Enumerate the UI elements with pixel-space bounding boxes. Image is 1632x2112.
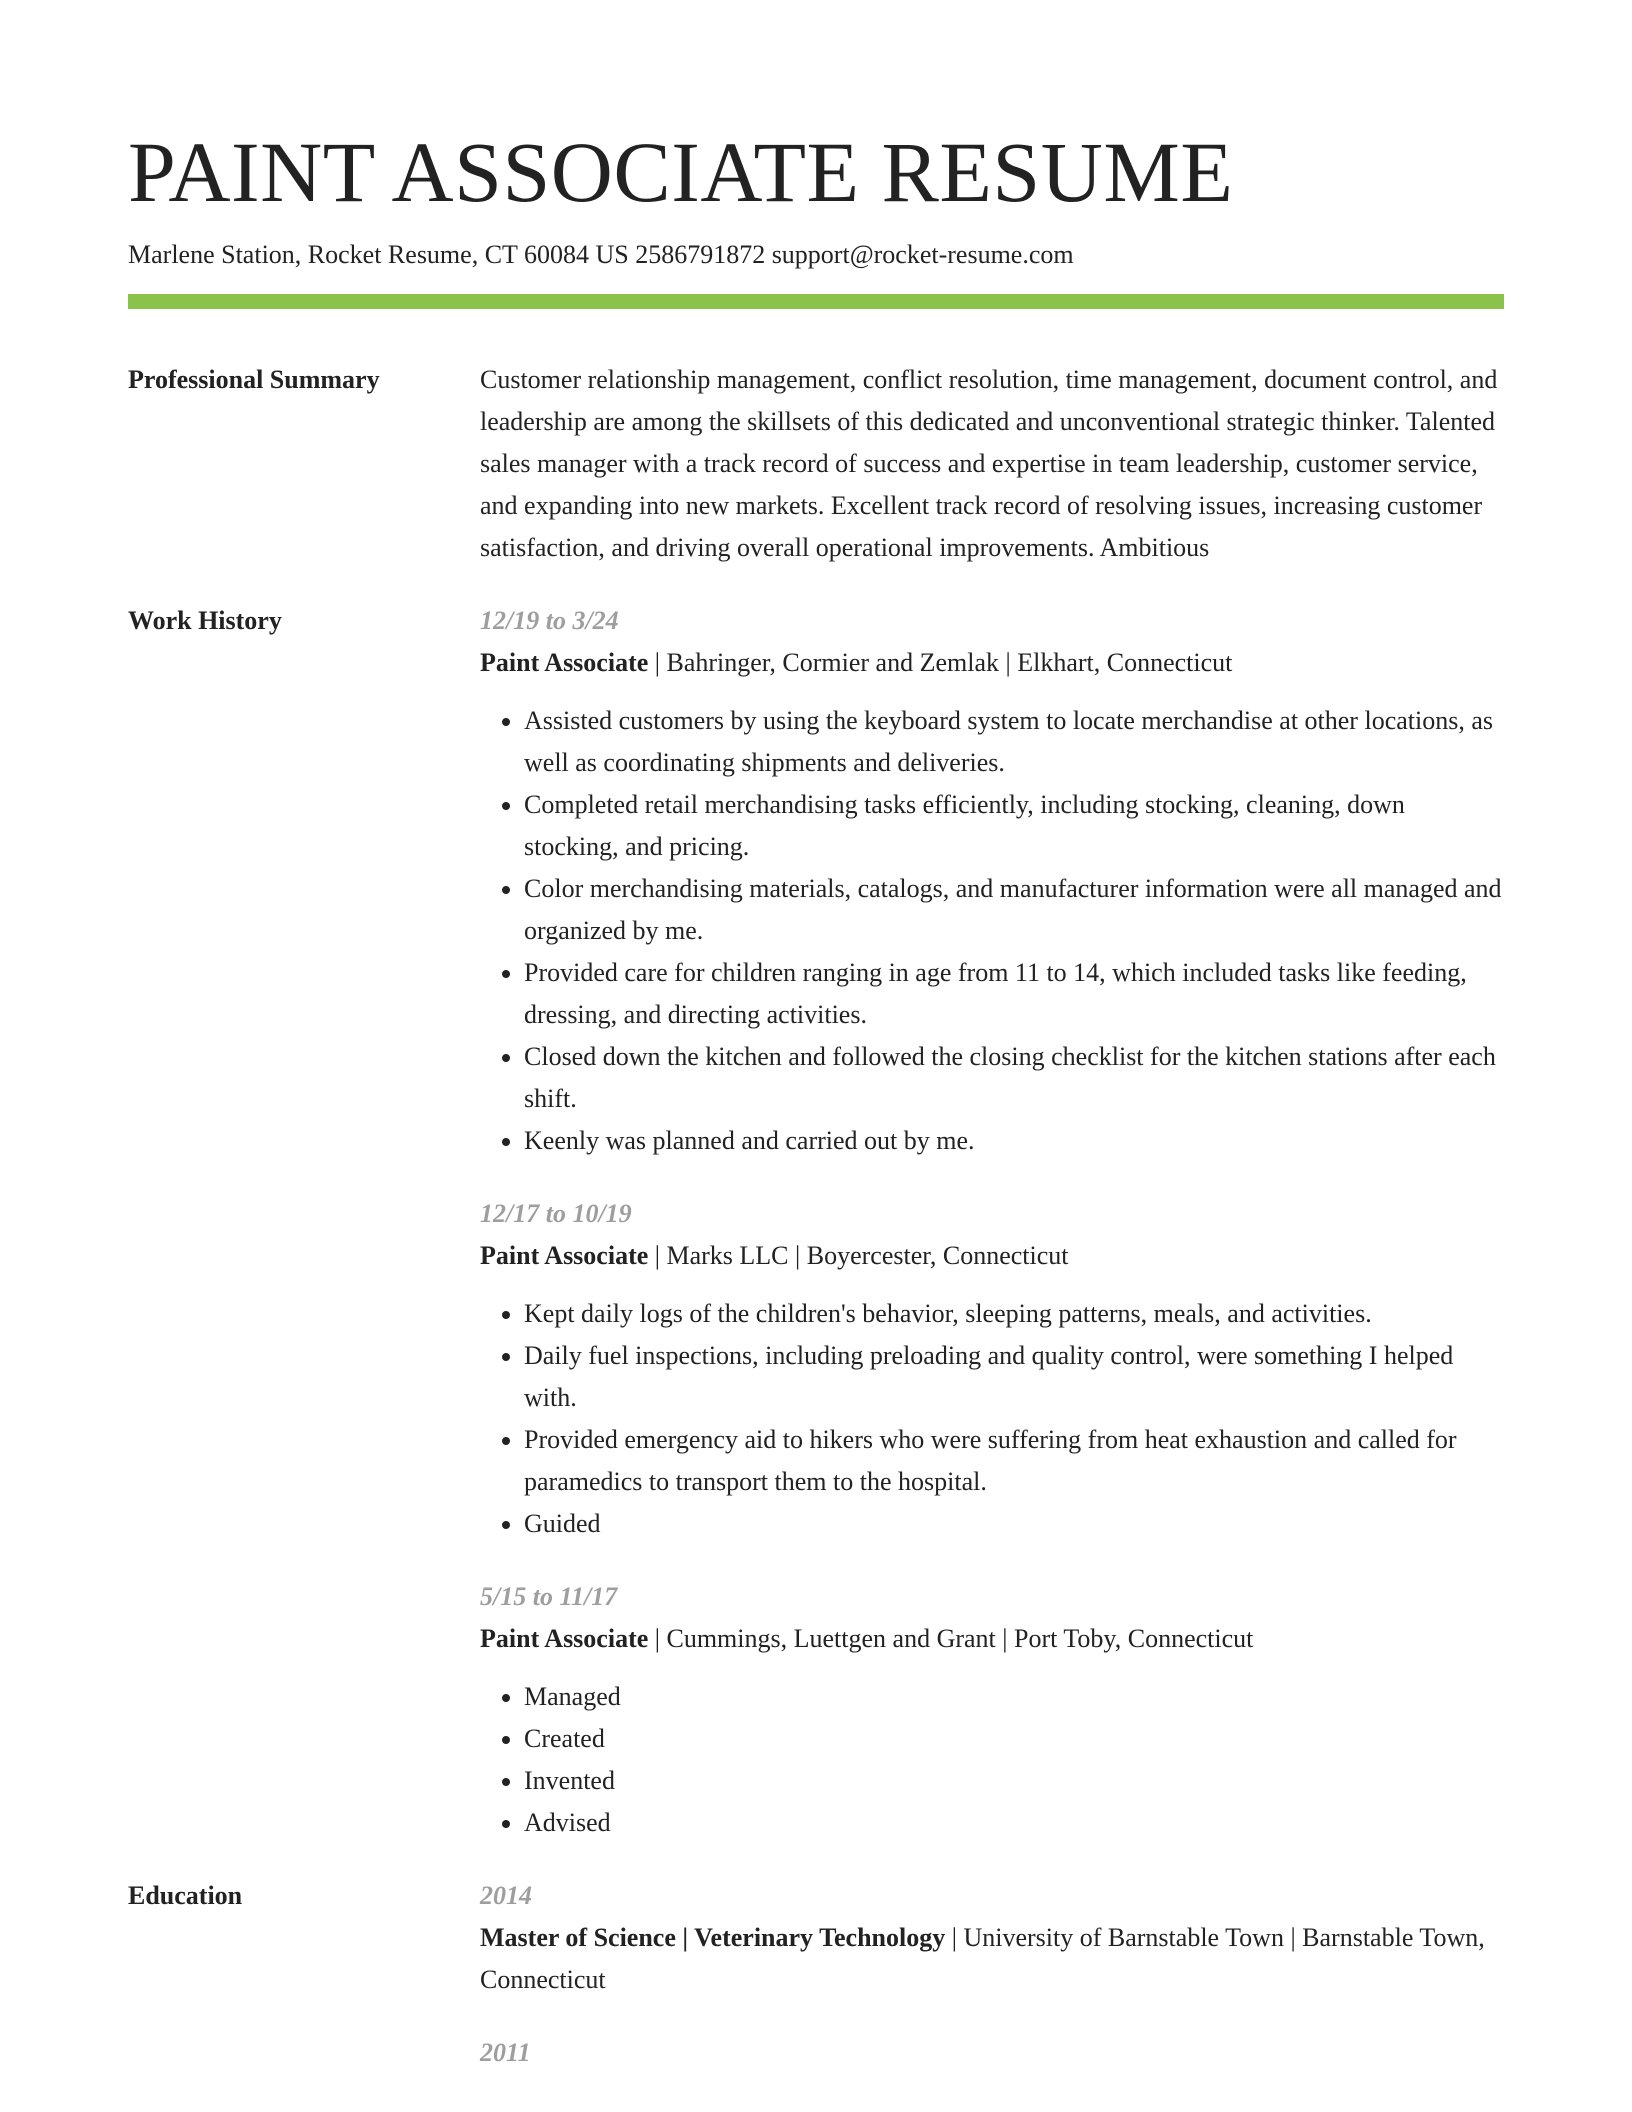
duty-item: • Color merchandising materials, catalogs, and manufacturer information were all managed and organized by me. (524, 868, 1504, 952)
header-divider (128, 294, 1504, 309)
work-history-section (128, 600, 1504, 1844)
separator: | (995, 1624, 1014, 1653)
duty-item: • Invented (524, 1760, 1504, 1802)
separator: | (945, 1923, 964, 1952)
duty-item: • Kept daily logs of the children's behavior, sleeping patterns, meals, and activities. (524, 1293, 1504, 1335)
company-name: Cummings, Luettgen and Grant (666, 1624, 996, 1653)
school-location: Barnstable Town, Connecticut (480, 1923, 1485, 1994)
work-dates: 12/19 to 3/24 (480, 606, 619, 635)
school-name: University of Barnstable Town (963, 1923, 1284, 1952)
summary-section (128, 359, 1504, 569)
duty-item: • Completed retail merchandising tasks efficiently, including stocking, cleaning, down stocking, and pricing. (524, 784, 1504, 868)
company-name: Marks LLC (666, 1241, 789, 1270)
education-year: 2011 (480, 2038, 531, 2067)
work-heading (480, 642, 1504, 684)
company-name: Bahringer, Cormier and Zemlak (666, 648, 999, 677)
duty-item: • Keenly was planned and carried out by me. (524, 1120, 1504, 1162)
work-dates: 5/15 to 11/17 (480, 1582, 618, 1611)
duty-item: • Closed down the kitchen and followed the closing checklist for the kitchen stations after each shift. (524, 1036, 1504, 1120)
duty-item: • Provided care for children ranging in age from 11 to 14, which included tasks like feeding, dressing, and directing activities. (524, 952, 1504, 1036)
duty-item: • Advised (524, 1802, 1504, 1844)
work-history-list (480, 600, 1504, 1844)
job-location: Boyercester, Connecticut (806, 1241, 1069, 1270)
work-entry (480, 1576, 1504, 1844)
job-location: Port Toby, Connecticut (1013, 1624, 1254, 1653)
resume-title: PAINT ASSOCIATE RESUME (128, 124, 1234, 220)
contact-info: Marlene Station, Rocket Resume, CT 60084 US 2586791872 support@rocket-resume.com (128, 240, 1074, 269)
work-heading (480, 1618, 1504, 1660)
separator: | (999, 648, 1018, 677)
job-title: Paint Associate (480, 1241, 649, 1270)
duty-item: • Created (524, 1718, 1504, 1760)
job-title: Paint Associate (480, 648, 649, 677)
education-entry (480, 2032, 1504, 2074)
work-entry (480, 1193, 1504, 1545)
work-heading (480, 1235, 1504, 1277)
education-heading-line (480, 1917, 1504, 2001)
duty-item: • Assisted customers by using the keyboard system to locate merchandise at other locations, as well as coordinating shipments and deliveries. (524, 700, 1504, 784)
duties-list (480, 700, 1504, 1162)
education-year: 2014 (480, 1881, 532, 1910)
degree: Master of Science | Veterinary Technology (480, 1923, 946, 1952)
job-title: Paint Associate (480, 1624, 649, 1653)
separator: | (648, 648, 667, 677)
duty-item: • Daily fuel inspections, including preloading and quality control, were something I helped with. (524, 1335, 1504, 1419)
duties-list (480, 1676, 1504, 1844)
education-entry (480, 1875, 1504, 2001)
separator: | (648, 1624, 667, 1653)
work-dates: 12/17 to 10/19 (480, 1199, 632, 1228)
duty-item: • Managed (524, 1676, 1504, 1718)
education-list (480, 1875, 1504, 2074)
summary-text: Customer relationship management, conflict resolution, time management, document control, and leadership are among the skillsets of this dedicated and unconventional strategic thinker. Talented sales manager with a track record of success and expertise in team leadership, customer service, and expanding into new markets. Excellent track record of resolving issues, increasing customer satisfaction, and driving overall operational improvements. Ambitious (480, 365, 1498, 562)
duties-list (480, 1293, 1504, 1545)
separator: | (1283, 1923, 1303, 1952)
summary-heading: Professional Summary (128, 365, 380, 394)
education-section (128, 1875, 1504, 2074)
separator: | (788, 1241, 807, 1270)
resume-page (128, 0, 1504, 2074)
duty-item: • Guided (524, 1503, 1504, 1545)
education-heading: Education (128, 1881, 243, 1910)
separator: | (648, 1241, 667, 1270)
work-history-heading: Work History (128, 606, 282, 635)
duty-item: • Provided emergency aid to hikers who were suffering from heat exhaustion and called for paramedics to transport them to the hospital. (524, 1419, 1504, 1503)
job-location: Elkhart, Connecticut (1017, 648, 1233, 677)
work-entry (480, 600, 1504, 1162)
